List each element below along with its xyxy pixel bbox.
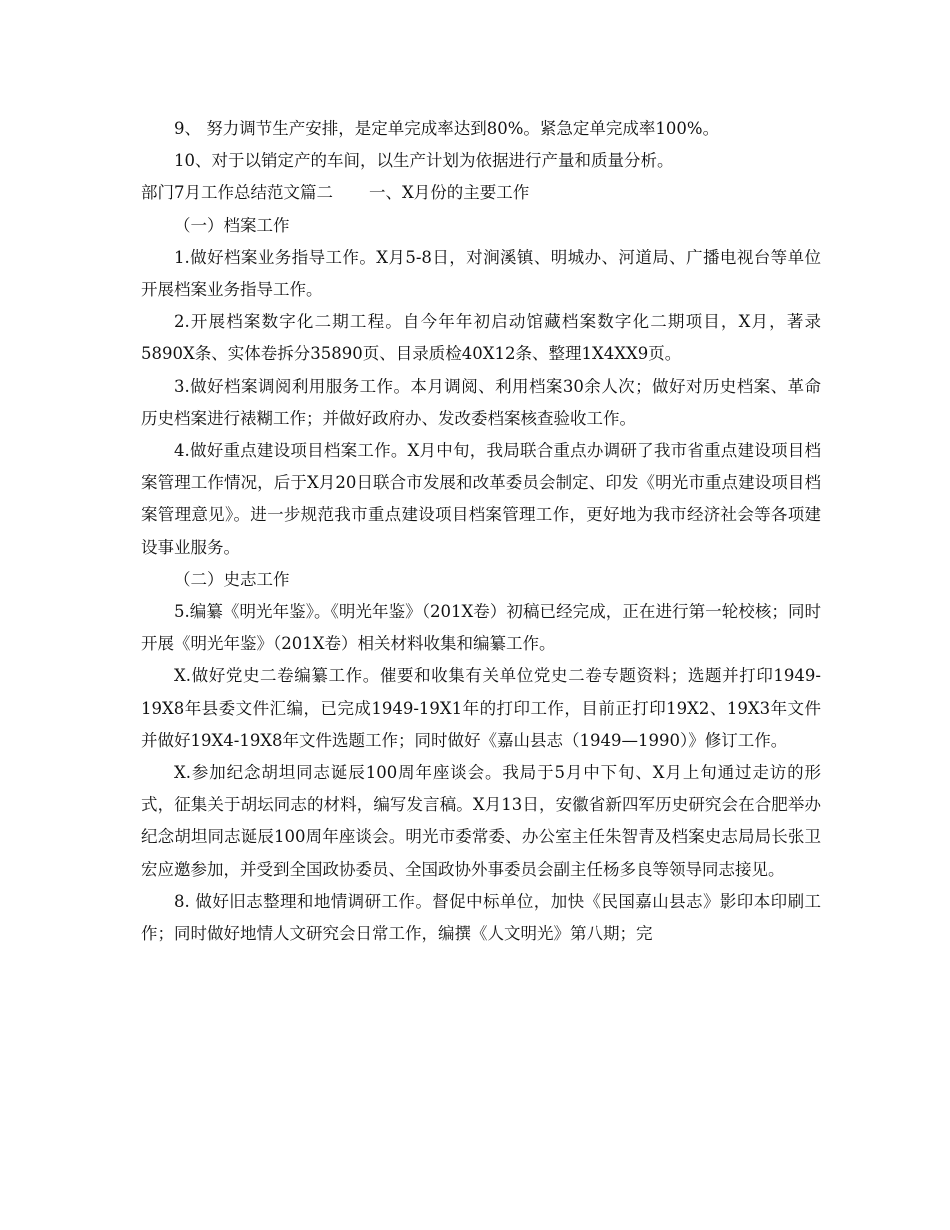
subsection-history-heading: （二）史志工作 bbox=[174, 569, 290, 589]
archives-item-4: 4.做好重点建设项目档案工作。X月中旬，我局联合重点办调研了我市省重点建设项目档案管理工作情况，后于X月20日联合市发展和改革委员会制定、印发《明光市重点建设项目档案管理意见》。进一步规范我市重点建设项目档案管理工作，更好地为我市经济社会等各项建设事业服务。 bbox=[141, 441, 821, 557]
history-item-8: 8. 做好旧志整理和地情调研工作。督促中标单位，加快《民国嘉山县志》影印本印刷工作；同时做好地情人文研究会日常工作，编撰《人文明光》第八期；完 bbox=[141, 891, 821, 944]
history-item-7: X.参加纪念胡坦同志诞辰100周年座谈会。我局于5月中下旬、X月上旬通过走访的形式，征集关于胡坛同志的材料，编写发言稿。X月13日，安徽省新四军历史研究会在合肥举办纪念胡坦同志诞辰100周年座谈会。明光市委常委、办公室主任朱智青及档案史志局局长张卫宏应邀参加，并受到全国政协委员、全国政协外事委员会副主任杨多良等领导同志接见。 bbox=[141, 763, 821, 879]
paragraph-item-9: 9、 努力调节生产安排，是定单完成率达到80%。紧急定单完成率100%。 bbox=[174, 119, 720, 138]
section-heading: 一、X月份的主要工作 bbox=[369, 183, 530, 203]
document-body bbox=[141, 113, 821, 950]
history-item-6: X.做好党史二卷编纂工作。催要和收集有关单位党史二卷专题资料；选题并打印1949-19X8年县委文件汇编，已完成1949-19X1年的打印工作，目前正打印19X2、19X3年文件并做好19X4-19X8年文件选题工作；同时做好《嘉山县志（1949—1990）》修订工作。 bbox=[141, 666, 821, 750]
subsection-archives-heading: （一）档案工作 bbox=[174, 215, 290, 235]
section-heading-row bbox=[141, 177, 821, 209]
archives-item-1: 1.做好档案业务指导工作。X月5-8日，对涧溪镇、明城办、河道局、广播电视台等单位开展档案业务指导工作。 bbox=[141, 247, 821, 300]
paragraph-item-10: 10、对于以销定产的车间，以生产计划为依据进行产量和质量分析。 bbox=[174, 151, 674, 171]
archives-item-3: 3.做好档案调阅利用服务工作。本月调阅、利用档案30余人次；做好对历史档案、革命历史档案进行裱糊工作；并做好政府办、发改委档案核查验收工作。 bbox=[141, 376, 821, 428]
history-item-5: 5.编纂《明光年鉴》。《明光年鉴》（201X卷）初稿已经完成，正在进行第一轮校核；同时开展《明光年鉴》（201X卷）相关材料收集和编纂工作。 bbox=[141, 602, 821, 654]
section-title: 部门7月工作总结范文篇二 bbox=[141, 183, 333, 203]
archives-item-2: 2.开展档案数字化二期工程。自今年年初启动馆藏档案数字化二期项目，X月，著录5890X条、实体卷拆分35890页、目录质检40X12条、整理1X4XX9页。 bbox=[141, 312, 821, 364]
